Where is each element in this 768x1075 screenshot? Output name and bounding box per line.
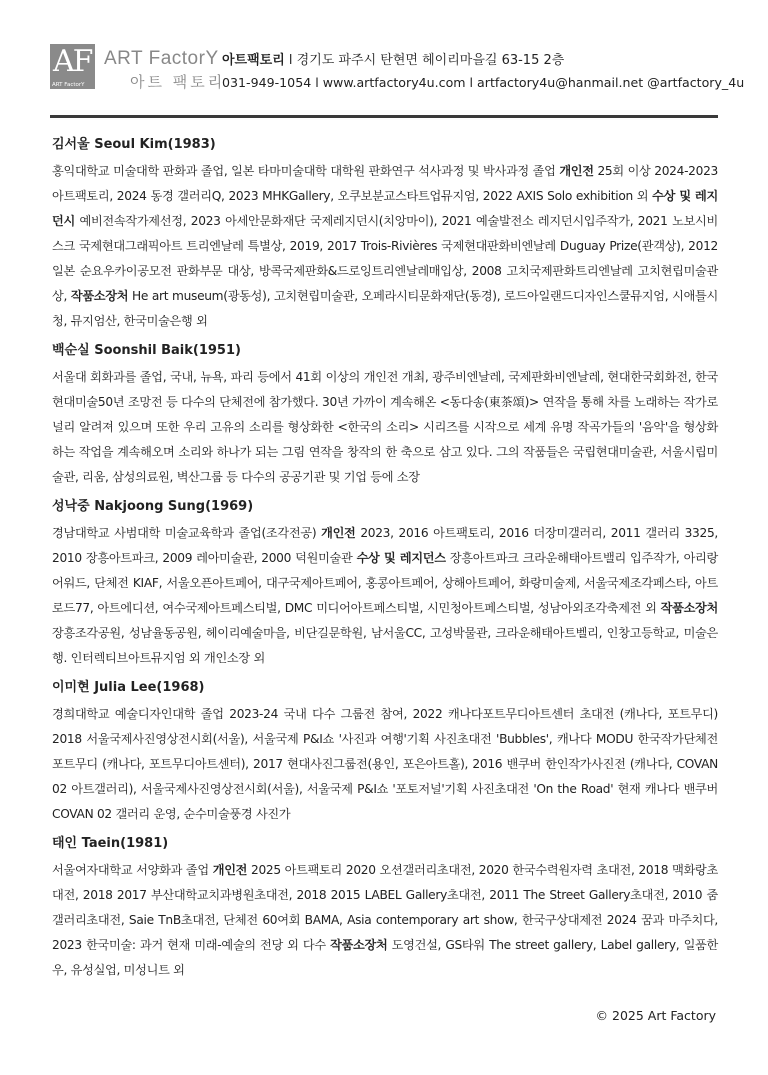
gallery-address-line — [222, 49, 564, 68]
artist-name: 태인 Taein(1981) — [52, 836, 169, 851]
logo-small-text: ART FactorY — [52, 82, 85, 88]
gallery-name: 아트팩토리 — [222, 53, 285, 68]
bio-text: 2023, 2016 아트팩토리, 2016 더장미갤러리, 2011 갤러리 3325, 2010 장흥아트파크, 2009 레아미술관, 2000 덕원미술관 — [52, 526, 718, 565]
header-divider — [50, 115, 718, 118]
artist-entry — [52, 677, 718, 827]
artist-bio — [52, 159, 718, 334]
bio-text: 25회 이상 2024-2023 아트팩토리, 2024 동경 갤러리Q, 2023 MHKGallery, 오쿠보분교스타트업뮤지엄, 2022 AXIS Solo exhibition 외 — [52, 164, 718, 203]
bio-text: 경남대학교 사범대학 미술교육학과 졸업(조각전공) — [52, 526, 322, 540]
bio-text: 장흥아트파크 크라운해태아트밸리 입주작가, 아리랑 어워드, 단체전 KIAF, 서울오픈아트페어, 대구국제아트페어, 홍콩아트페어, 상해아트페어, 화랑미술제, 서울국제조각페스타, 아트로드77, 아트에디션, 여수국제아트페스티벌, DMC 미디어아트페스티벌, 시민청아트페스티벌, 성남아외조각축제전 외 — [52, 551, 718, 615]
brand-name-korean: 아트 팩토리 — [130, 73, 226, 91]
brand-name: ART FactorY — [104, 48, 219, 69]
artist-name: 백순실 Soonshil Baik(1951) — [52, 343, 241, 358]
bio-text: 경희대학교 예술디자인대학 졸업 2023-24 국내 다수 그룹전 참여, 2022 캐나다포트무디아트센터 초대전 (캐나다, 포트무디) 2018 서울국제사진영상전시회(서울), 서울국제 P&I쇼 '사진과 여행'기획 사진초대전 'Bubbles', 캐나다 MODU 한국작가단체전 포트무디 (캐나다, 포트무디아트센터), 2017 현대사진그룹전(용인, 포은아트홀), 2016 밴쿠버 한인작가사진전 (캐나다, COVAN 02 아트갤러리), 서울국제사진영상전시회(서울), 서울국제 P&I쇼 '포토저널'기획 사진초대전 'On the Road' 현재 캐나다 밴쿠버 COVAN 02 갤러리 운영, 순수미술풍경 사진가 — [52, 707, 718, 821]
bio-text: 서울대 회화과를 졸업, 국내, 뉴욕, 파리 등에서 41회 이상의 개인전 개최, 광주비엔날레, 국제판화비엔날레, 현대한국회화전, 한국현대미술50년 조망전 등 다수의 단체전에 참가했다. 30년 가까이 계속해온 <동다송(東茶頌)> 연작을 통해 차를 노래하는 작가로 널리 알려져 있으며 또한 우리 고유의 소리를 형상화한 <한국의 소리> 시리즈를 시작으로 세계 유명 작곡가들의 '음악'을 형상화하는 작업을 계속해오며 소리와 하나가 되는 그림 연작을 창작의 한 축으로 삼고 있다. 그의 작품들은 국립현대미술관, 서울시립미술관, 리움, 삼성의료원, 벽산그룹 등 다수의 공공기관 및 기업 등에 소장 — [52, 370, 718, 484]
bio-section-label: 수상 및 레지던스 — [356, 551, 446, 565]
copyright-footer: © 2025 Art Factory — [595, 1008, 716, 1023]
artist-bio — [52, 365, 718, 490]
bio-section-label: 개인전 — [321, 526, 356, 540]
bio-section-label: 작품소장처 — [330, 938, 388, 952]
bio-text: 홍익대학교 미술대학 판화과 졸업, 일본 타마미술대학 대학원 판화연구 석사과정 및 박사과정 졸업 — [52, 164, 560, 178]
artist-entry — [52, 833, 718, 983]
bio-section-label: 작품소장처 — [70, 289, 129, 303]
page-header — [50, 44, 745, 96]
artist-name: 성낙중 Nakjoong Sung(1969) — [52, 499, 254, 514]
artist-entry — [52, 134, 718, 334]
bio-text: 도영건설, GS타워 The street gallery, Label gallery, 일품한우, 유성실업, 미성니트 외 — [52, 938, 718, 977]
logo-mark: AF — [53, 44, 92, 79]
gallery-address: l 경기도 파주시 탄현면 헤이리마을길 63-15 2층 — [284, 53, 565, 68]
artist-name: 이미현 Julia Lee(1968) — [52, 680, 205, 695]
bio-text: 예비전속작가제선정, 2023 아세안문화재단 국제레지던시(치앙마이), 2021 예술발전소 레지던시입주작가, 2021 노보시비스크 국제현대그래픽아트 트리엔날레 특별상, 2019, 2017 Trois-Rivières 국제현대판화비엔날레 Duguay Prize(관객상), 2012 일본 순요우카이공모전 판화부문 대상, 방콕국제판화&드로잉트리엔날레매입상, 2008 고치국제판화트리엔날레 고치현립미술관상, — [52, 214, 718, 303]
bio-section-label: 개인전 — [559, 164, 594, 178]
artist-bio — [52, 858, 718, 983]
artist-bio — [52, 702, 718, 827]
logo — [50, 44, 95, 89]
artist-entry — [52, 340, 718, 490]
gallery-contact-line: 031-949-1054 l www.artfactory4u.com l artfactory4u@hanmail.net @artfactory_4u — [222, 75, 745, 90]
bio-text: 서울여자대학교 서양화과 졸업 — [52, 863, 213, 877]
artist-entry — [52, 496, 718, 671]
artist-list — [52, 134, 718, 989]
bio-text: He art museum(광동성), 고치현립미술관, 오페라시티문화재단(동경), 로드아일랜드디자인스쿨뮤지엄, 시애틀시청, 뮤지엄산, 한국미술은행 외 — [52, 289, 718, 328]
bio-text: 2025 아트팩토리 2020 오션갤러리초대전, 2020 한국수력원자력 초대전, 2018 맥화랑초대전, 2018 2017 부산대학교치과병원초대전, 2018 2015 LABEL Gallery초대전, 2011 The Street Gallery초대전, 2010 줌갤러리초대전, Saie TnB초대전, 단체전 60여회 BAMA, Asia contemporary art show, 한국구상대제전 2024 꿈과 마주치다, 2023 한국미술: 과거 현재 미래-예술의 전당 외 다수 — [52, 863, 719, 952]
bio-section-label: 수상 및 레지던시 — [52, 189, 718, 228]
bio-text: 장흥조각공원, 성남율동공원, 헤이리예술마을, 비단길문학원, 남서울CC, 고성박물관, 크라운해태아트벨리, 인창고등학교, 미술은행. 인터렉티브아트뮤지엄 외 개인소장 외 — [52, 626, 718, 665]
bio-section-label: 작품소장처 — [660, 601, 718, 615]
artist-name: 김서울 Seoul Kim(1983) — [52, 137, 216, 152]
artist-bio — [52, 521, 718, 671]
bio-section-label: 개인전 — [212, 863, 248, 877]
